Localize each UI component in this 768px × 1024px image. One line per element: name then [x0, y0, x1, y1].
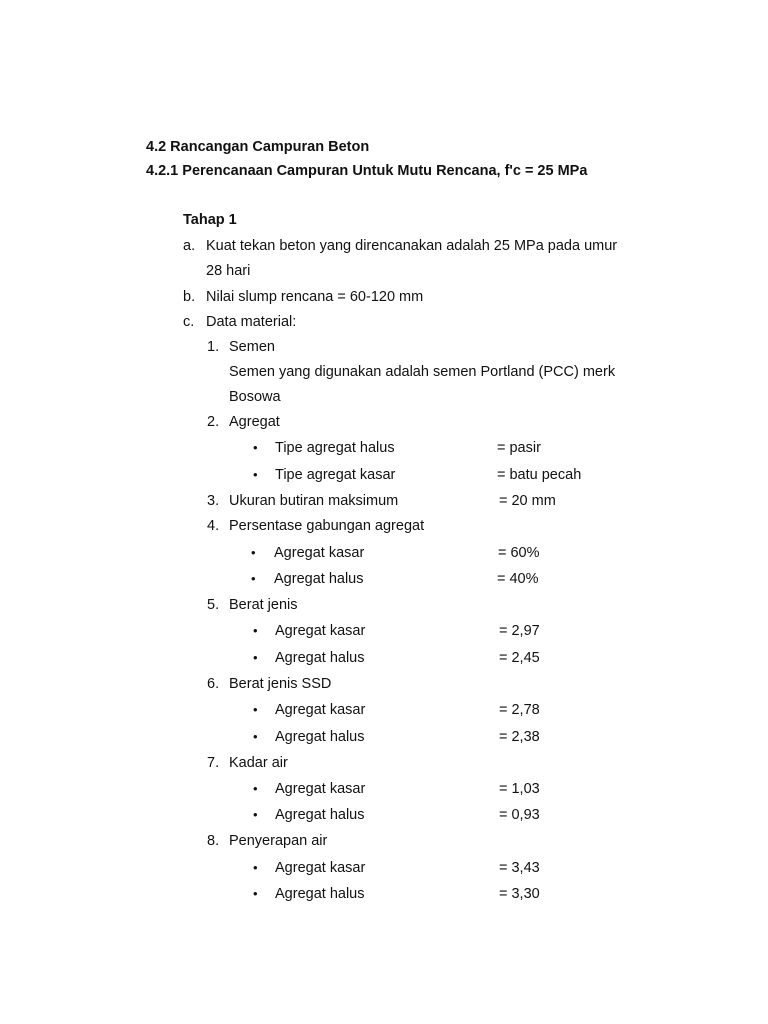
- item-marker: b.: [183, 289, 196, 305]
- entry-name: Agregat kasar: [274, 545, 365, 561]
- material-number: 3.: [207, 493, 220, 509]
- entry-name: Agregat kasar: [275, 860, 366, 876]
- entry-value: = pasir: [497, 440, 541, 456]
- bullet-icon: •: [253, 440, 258, 455]
- item-text: Nilai slump rencana = 60-120 mm: [206, 289, 424, 305]
- bullet-icon: •: [253, 807, 258, 822]
- item-text: Kuat tekan beton yang direncanakan adalah 25 MPa pada umur: [206, 238, 618, 254]
- entry-value: = 3,43: [499, 860, 540, 876]
- item-text: Data material:: [206, 314, 297, 330]
- entry-name: Agregat kasar: [275, 702, 366, 718]
- entry-value: = 2,45: [499, 650, 540, 666]
- material-value: = 20 mm: [499, 493, 556, 509]
- material-number: 5.: [207, 597, 220, 613]
- bullet-icon: •: [253, 781, 258, 796]
- bullet-icon: •: [253, 886, 258, 901]
- item-marker: a.: [183, 238, 196, 254]
- material-label: Semen: [229, 339, 275, 355]
- material-label: Berat jenis SSD: [229, 676, 332, 692]
- material-label: Agregat: [229, 414, 280, 430]
- material-label: Persentase gabungan agregat: [229, 518, 425, 534]
- material-label: Penyerapan air: [229, 833, 328, 849]
- entry-name: Tipe agregat kasar: [275, 467, 396, 483]
- bullet-icon: •: [253, 467, 258, 482]
- item-marker: c.: [183, 314, 195, 330]
- bullet-icon: •: [253, 702, 258, 717]
- entry-name: Agregat halus: [275, 807, 365, 823]
- bullet-icon: •: [253, 729, 258, 744]
- entry-name: Agregat halus: [275, 886, 365, 902]
- section-heading: 4.2 Rancangan Campuran Beton: [146, 139, 370, 155]
- entry-name: Agregat halus: [274, 571, 364, 587]
- entry-value: = 60%: [498, 545, 540, 561]
- entry-value: = batu pecah: [497, 467, 582, 483]
- item-text: 28 hari: [206, 263, 251, 279]
- entry-value: = 2,78: [499, 702, 540, 718]
- material-description: Bosowa: [229, 389, 281, 405]
- step-title: Tahap 1: [183, 212, 237, 228]
- material-number: 2.: [207, 414, 220, 430]
- entry-name: Agregat kasar: [275, 623, 366, 639]
- entry-value: = 0,93: [499, 807, 540, 823]
- bullet-icon: •: [251, 571, 256, 586]
- entry-value: = 3,30: [499, 886, 540, 902]
- material-number: 7.: [207, 755, 220, 771]
- material-number: 4.: [207, 518, 220, 534]
- material-label: Kadar air: [229, 755, 288, 771]
- bullet-icon: •: [253, 860, 258, 875]
- material-number: 6.: [207, 676, 220, 692]
- material-label: Ukuran butiran maksimum: [229, 493, 399, 509]
- entry-value: = 2,38: [499, 729, 540, 745]
- material-number: 8.: [207, 833, 220, 849]
- material-label: Berat jenis: [229, 597, 298, 613]
- entry-name: Agregat halus: [275, 650, 365, 666]
- entry-value: = 1,03: [499, 781, 540, 797]
- subsection-heading: 4.2.1 Perencanaan Campuran Untuk Mutu Rencana, f'c = 25 MPa: [146, 163, 588, 179]
- bullet-icon: •: [253, 623, 258, 638]
- entry-name: Agregat halus: [275, 729, 365, 745]
- entry-value: = 40%: [497, 571, 539, 587]
- entry-name: Agregat kasar: [275, 781, 366, 797]
- bullet-icon: •: [251, 545, 256, 560]
- material-description: Semen yang digunakan adalah semen Portland (PCC) merk: [229, 364, 616, 380]
- material-number: 1.: [207, 339, 220, 355]
- bullet-icon: •: [253, 650, 258, 665]
- entry-name: Tipe agregat halus: [275, 440, 395, 456]
- entry-value: = 2,97: [499, 623, 540, 639]
